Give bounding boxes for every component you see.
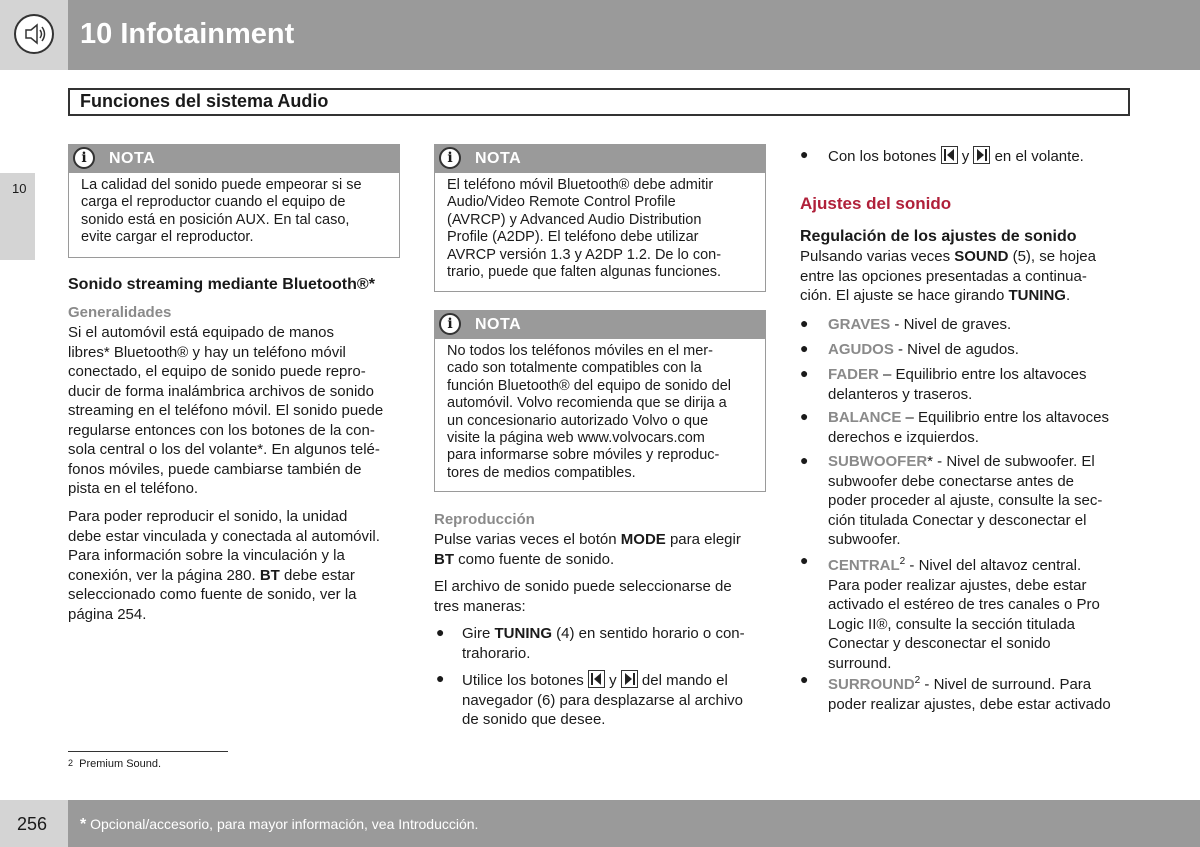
text-span: - Nivel de surround. Para [920, 676, 1092, 693]
note-label: NOTA [475, 150, 522, 167]
info-icon: i [73, 147, 95, 169]
note-text [69, 173, 399, 253]
text-line [828, 365, 1148, 385]
text-line [800, 286, 1140, 306]
setting-term: SUBWOOFER [828, 453, 928, 470]
note-header [69, 145, 399, 173]
setting-term: BALANCE [828, 409, 902, 426]
note-box-1 [68, 144, 400, 258]
sound-settings-heading: Ajustes del sonido [800, 194, 952, 213]
text-line [828, 452, 1148, 472]
text-line: surround. [828, 654, 892, 672]
setting-item-surround [828, 671, 1148, 714]
note-line: carga el reproductor cuando el equipo de [81, 194, 346, 211]
note-line: sonido está en posición AUX. En tal caso, [81, 211, 350, 228]
footnote-divider [68, 751, 228, 752]
generalidades-heading: Generalidades [68, 304, 172, 321]
note-box-2 [434, 144, 766, 292]
text-line [828, 146, 1148, 167]
text-line [462, 670, 772, 691]
note-line: un concesionario autorizado Volvo o que [447, 412, 709, 429]
sound-intro-paragraph [800, 247, 1140, 306]
info-icon: i [439, 313, 461, 335]
note-line: No todos los teléfonos móviles en el mer- [447, 343, 713, 359]
footnote-number: 2 [68, 758, 74, 768]
text-span: (4) en sentido horario o con- [552, 625, 745, 642]
text-span: – Equilibrio entre los altavoces [878, 366, 1087, 383]
note-line: Profile (A2DP). El teléfono debe utilizar [447, 229, 699, 246]
setting-term: SURROUND [828, 676, 915, 693]
text-line: activado el estéreo de tres canales o Pro [828, 596, 1100, 613]
text-line [828, 340, 1148, 360]
text-line: Logic II®, consulte la sección titulada [828, 615, 1076, 633]
text-span: Con los botones [828, 148, 937, 165]
note-header [435, 311, 765, 339]
bullet-dot: ● [436, 670, 445, 686]
footnote-ref: 2 [914, 675, 921, 686]
note-line: (AVRCP) y Advanced Audio Distribution [447, 211, 702, 228]
skip-forward-icon [621, 670, 638, 688]
text-line: Conectar y desconectar el sonido [828, 635, 1051, 652]
mode-keyword: MODE [620, 531, 666, 548]
text-span: Gire [462, 625, 495, 642]
note-line: tores de medios compatibles. [447, 464, 636, 481]
bullet-dot: ● [800, 315, 809, 331]
note-line: trario, puede que falten algunas funciones. [447, 264, 722, 281]
note-line: evite cargar el reproductor. [81, 229, 254, 246]
pairing-paragraph [68, 507, 408, 624]
text-span: debe estar [279, 566, 355, 584]
text-span: . [1065, 287, 1071, 304]
note-text [435, 173, 765, 287]
skip-back-icon [588, 670, 605, 688]
note-box-3 [434, 310, 766, 492]
setting-term: FADER [828, 366, 879, 383]
text-line: regularse entonces con los botones de la con- [68, 421, 375, 439]
note-label: NOTA [475, 316, 522, 333]
setting-term: CENTRAL [828, 557, 900, 574]
text-span: como fuente de sonido. [454, 550, 615, 568]
footer-note [80, 816, 478, 834]
text-line: tres maneras: [434, 597, 526, 615]
skip-back-icon [941, 146, 958, 164]
setting-term: AGUDOS [828, 341, 894, 358]
text-line: página 254. [68, 605, 147, 623]
asterisk-marker: * [80, 816, 87, 833]
text-span: ción. El ajuste se hace girando [800, 287, 1009, 304]
chapter-title: 10 Infotainment [80, 18, 295, 50]
text-line: poder realizar ajustes, debe estar activado [828, 695, 1111, 713]
footnote-text: Premium Sound. [79, 758, 162, 770]
text-line: subwoofer debe conectarse antes de [828, 472, 1074, 490]
text-span: en el volante. [994, 148, 1084, 165]
note-line: AVRCP versión 1.3 y A2DP 1.2. De lo con- [447, 246, 722, 263]
speaker-icon [14, 14, 54, 54]
text-line [800, 247, 1140, 267]
footnote-ref: 2 [899, 556, 906, 567]
note-line: cado son totalmente compatibles con la [447, 360, 702, 377]
sound-adjustment-subheading: Regulación de los ajustes de sonido [800, 228, 1077, 245]
bullet-dot: ● [436, 624, 445, 640]
bt-keyword: BT [434, 550, 454, 568]
text-line [434, 550, 774, 570]
text-line: poder proceder al ajuste, consulte la sec- [828, 492, 1103, 509]
text-line: subwoofer. [828, 531, 901, 548]
text-span: Utilice los botones [462, 672, 584, 689]
text-line: ducir de forma inalámbrica archivos de sonido [68, 382, 374, 400]
text-span: del mando el [641, 672, 728, 689]
footnote [68, 758, 161, 770]
text-line: conectado, el equipo de sonido puede repro- [68, 363, 366, 380]
text-line: Si el automóvil está equipado de manos [68, 324, 335, 341]
section-title: Funciones del sistema Audio [80, 91, 329, 111]
mode-paragraph [434, 530, 774, 569]
text-line [828, 408, 1148, 428]
text-span: Pulse varias veces el botón [434, 531, 621, 548]
text-line [828, 552, 1148, 576]
tuning-bullet-text [462, 624, 772, 663]
text-line: sola central o los del volante*. En algunos telé- [68, 441, 380, 458]
text-line: libres* Bluetooth® y hay un teléfono móvil [68, 343, 346, 361]
note-line: Audio/Video Remote Control Profile [447, 194, 676, 211]
reproduccion-heading: Reproducción [434, 511, 535, 528]
setting-item-central [828, 552, 1148, 673]
text-line: seleccionado como fuente de sonido, ver la [68, 586, 357, 603]
footer-text: Opcional/accesorio, para mayor información, vea Introducción. [90, 816, 479, 832]
sound-keyword: SOUND [954, 248, 1009, 265]
text-line [828, 671, 1148, 695]
bullet-dot: ● [800, 408, 809, 424]
bluetooth-streaming-heading: Sonido streaming mediante Bluetooth®* [68, 276, 375, 293]
bullet-dot: ● [800, 552, 809, 568]
note-line: función Bluetooth® del equipo de sonido del [447, 377, 731, 394]
text-span: * - Nivel de subwoofer. El [927, 453, 1095, 470]
text-span: - Nivel del altavoz central. [905, 557, 1082, 574]
text-line: trahorario. [462, 644, 531, 662]
bullet-dot: ● [800, 365, 809, 381]
text-span: - Nivel de agudos. [893, 341, 1019, 358]
text-span: conexión, ver la página 280. [68, 566, 260, 584]
setting-item-graves [828, 315, 1148, 335]
text-line: ción titulada Conectar y desconectar el [828, 511, 1087, 529]
setting-item-balance [828, 408, 1148, 447]
tuning-keyword: TUNING [494, 625, 553, 642]
text-line: Para poder reproducir el sonido, la unidad [68, 508, 348, 525]
text-span: para elegir [665, 531, 741, 548]
note-line: El teléfono móvil Bluetooth® debe admitir [447, 177, 714, 193]
generalidades-paragraph [68, 323, 408, 499]
text-span: Pulsando varias veces [800, 248, 955, 265]
info-icon: i [439, 147, 461, 169]
steering-wheel-bullet-text [828, 146, 1148, 167]
setting-item-agudos [828, 340, 1148, 360]
text-line: El archivo de sonido puede seleccionarse de [434, 578, 732, 595]
text-line: debe estar vinculada y conectada al automóvil. [68, 527, 380, 545]
text-span: (5), se hojea [1008, 248, 1096, 265]
navigator-bullet-text [462, 670, 772, 730]
selection-paragraph [434, 577, 774, 616]
text-line: navegador (6) para desplazarse al archivo [462, 691, 743, 709]
bullet-dot: ● [800, 452, 809, 468]
note-line: automóvil. Volvo recomienda que se dirija a [447, 395, 727, 412]
text-span: - Nivel de graves. [890, 316, 1012, 333]
note-line: para informarse sobre móviles y reproduc- [447, 447, 720, 464]
setting-term: GRAVES [828, 316, 891, 333]
text-span: y [609, 672, 617, 689]
text-span: y [961, 148, 970, 165]
setting-item-fader [828, 365, 1148, 404]
text-line: pista en el teléfono. [68, 480, 199, 497]
setting-item-subwoofer [828, 452, 1148, 550]
note-label: NOTA [109, 150, 156, 167]
bullet-dot: ● [800, 340, 809, 356]
note-line: visite la página web www.volvocars.com [447, 430, 705, 447]
bt-keyword: BT [259, 566, 280, 584]
text-line [828, 315, 1148, 335]
text-line: streaming en el teléfono móvil. El sonido puede [68, 402, 384, 419]
text-line [462, 624, 772, 644]
skip-forward-icon [973, 146, 990, 164]
text-line: entre las opciones presentadas a continua- [800, 267, 1087, 285]
text-line: fonos móviles, puede cambiarse también de [68, 460, 362, 478]
bullet-dot: ● [800, 671, 809, 687]
text-line [68, 566, 408, 586]
text-line: de sonido que desee. [462, 711, 606, 728]
text-line: Para poder realizar ajustes, debe estar [828, 576, 1087, 594]
text-line: delanteros y traseros. [828, 385, 973, 403]
note-header [435, 145, 765, 173]
text-line [434, 530, 774, 550]
text-span: – Equilibrio entre los altavoces [901, 409, 1109, 426]
text-line: derechos e izquierdos. [828, 428, 979, 446]
bullet-dot: ● [800, 146, 809, 162]
chapter-side-tab-number: 10 [12, 181, 27, 196]
note-text [435, 339, 765, 488]
note-line: La calidad del sonido puede empeorar si se [81, 177, 362, 193]
page-number: 256 [17, 814, 48, 834]
tuning-keyword: TUNING [1008, 287, 1066, 304]
text-line: Para información sobre la vinculación y la [68, 547, 345, 564]
